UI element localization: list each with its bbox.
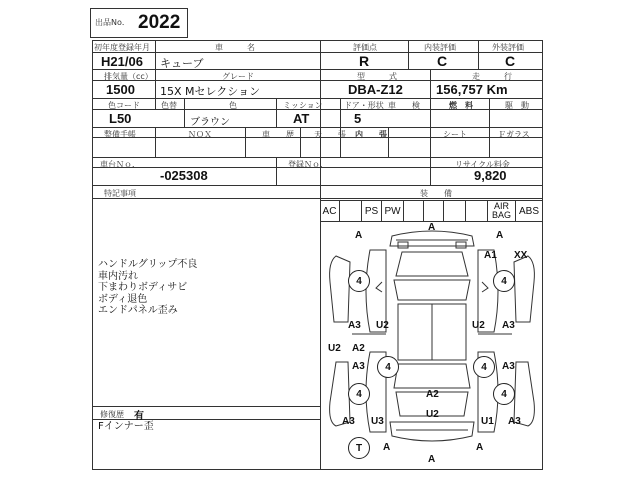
mark-roof-right-2: XX	[514, 250, 528, 261]
color-label: 色	[229, 101, 237, 110]
tire-rear-left-small: 4	[377, 356, 399, 378]
mark-bottom-right-u: U1	[481, 416, 494, 427]
equip-cell-7	[466, 200, 488, 222]
tire-rear-right: 4	[493, 383, 515, 405]
history-label: 車 歴	[262, 130, 294, 139]
mileage-label: 走 行	[472, 72, 512, 81]
doors-value: 5	[354, 111, 362, 126]
mark-left-sill-u: U2	[376, 320, 389, 331]
chassis-value: -025308	[160, 168, 208, 183]
repair-note: Fインナー歪	[98, 421, 154, 432]
inspection-label: 車 検	[388, 101, 420, 110]
mark-rear-bumper: A	[428, 454, 436, 465]
mark-rear-center: A2	[426, 389, 439, 400]
seat-label: シート	[443, 130, 467, 139]
maintenance-label: 整備手帳	[104, 130, 136, 139]
lot-number: 2022	[138, 12, 181, 33]
mark-front-right: A	[496, 230, 504, 241]
transmission-value: AT	[293, 111, 310, 126]
mark-left-sill-a: A3	[348, 320, 361, 331]
mark-roof-right-1: A1	[484, 250, 497, 261]
equip-cell-ps: PS	[362, 200, 382, 222]
tire-rear-right-small: 4	[473, 356, 495, 378]
interior-label: 内装評価	[424, 43, 456, 52]
grade-value: 15X Mセレクション	[160, 85, 261, 98]
recycle-label: リサイクル料金	[455, 160, 510, 169]
exterior-label: 外装評価	[492, 43, 524, 52]
mark-bottom-left-a: A3	[342, 416, 355, 427]
mark-left-door-u: U2	[328, 343, 341, 354]
notes-list	[98, 259, 197, 317]
equip-cell-4	[404, 200, 424, 222]
displacement-label: 排気量（cc）	[104, 72, 153, 81]
notes-label: 特記事項	[104, 189, 136, 198]
note-item: 車内汚れ	[98, 270, 138, 282]
equip-cell-6	[444, 200, 466, 222]
recycle-value: 9,820	[474, 168, 507, 183]
glass-label: Ｆガラス	[498, 130, 530, 139]
equip-cell-ac: AC	[320, 200, 340, 222]
mark-right-sill-u: U2	[472, 320, 485, 331]
color-swatch-label: 色替	[161, 101, 177, 110]
first-registration-value: H21/06	[101, 54, 143, 69]
interior-value: C	[437, 53, 448, 69]
repair-label: 修復歴	[100, 410, 124, 419]
equip-cell-airbag: AIR BAG	[488, 200, 516, 222]
score-value: R	[359, 53, 370, 69]
displacement-value: 1500	[106, 82, 135, 97]
fuel-label: 燃 料	[449, 101, 473, 110]
note-item: 下まわりボディサビ	[98, 282, 188, 293]
note-item: ボディ退色	[98, 293, 148, 305]
repair-value: 有	[134, 411, 144, 422]
first-registration-label: 初年度登録年月	[94, 43, 150, 52]
color-code-label: 色コード	[108, 101, 140, 110]
mark-trunk: U2	[426, 409, 439, 420]
note-item: ハンドルグリップ不良	[98, 259, 198, 270]
equip-cell-blank	[340, 200, 362, 222]
doors-label: ドア・形状	[344, 101, 384, 110]
color-code-value: L50	[109, 111, 132, 126]
mark-bottom-left-u: U3	[371, 416, 384, 427]
nox-label: ＮＯＸ	[188, 130, 212, 139]
interior-row-label: 内 張	[355, 130, 387, 139]
mark-front-left: A	[355, 230, 363, 241]
equipment-label: 装 備	[420, 189, 452, 198]
mark-right-rear-a: A3	[502, 361, 515, 372]
mark-left-door-a: A2	[352, 343, 365, 354]
tire-front-left: 4	[348, 270, 370, 292]
mileage-value: 156,757 Km	[436, 82, 508, 97]
tire-rear-left: 4	[348, 383, 370, 405]
registration-label: 登録Ｎｏ．	[288, 160, 328, 169]
mark-left-rear-a: A3	[352, 361, 365, 372]
sunroof-label: 天 張	[314, 130, 346, 139]
chassis-label: 車台Ｎｏ．	[100, 160, 140, 169]
spare-tire: T	[348, 437, 370, 459]
mark-rear-bumper-right: A	[476, 442, 484, 453]
equip-cell-pw: PW	[382, 200, 404, 222]
tire-front-right: 4	[493, 270, 515, 292]
transmission-label: ミッション	[283, 101, 323, 110]
mark-bottom-right-a: A3	[508, 416, 521, 427]
color-value: ブラウン	[190, 117, 230, 128]
drive-label: 駆 動	[505, 101, 529, 110]
grade-label: グレード	[222, 72, 254, 81]
note-item: エンドパネル歪み	[98, 305, 178, 316]
mark-rear-bumper-left: A	[383, 442, 391, 453]
model-code-label: 型 式	[357, 72, 397, 81]
model-code-value: DBA-Z12	[348, 82, 403, 97]
model-name-label: 車 名	[215, 43, 255, 52]
equip-cell-abs: ABS	[516, 200, 543, 222]
exterior-value: C	[505, 53, 516, 69]
model-name-value: キューブ	[160, 57, 204, 70]
lot-label: 出品No．	[95, 18, 130, 27]
score-label: 評価点	[353, 43, 377, 52]
mark-front: A	[428, 222, 436, 233]
mark-right-sill-a: A3	[502, 320, 515, 331]
equip-cell-5	[424, 200, 444, 222]
